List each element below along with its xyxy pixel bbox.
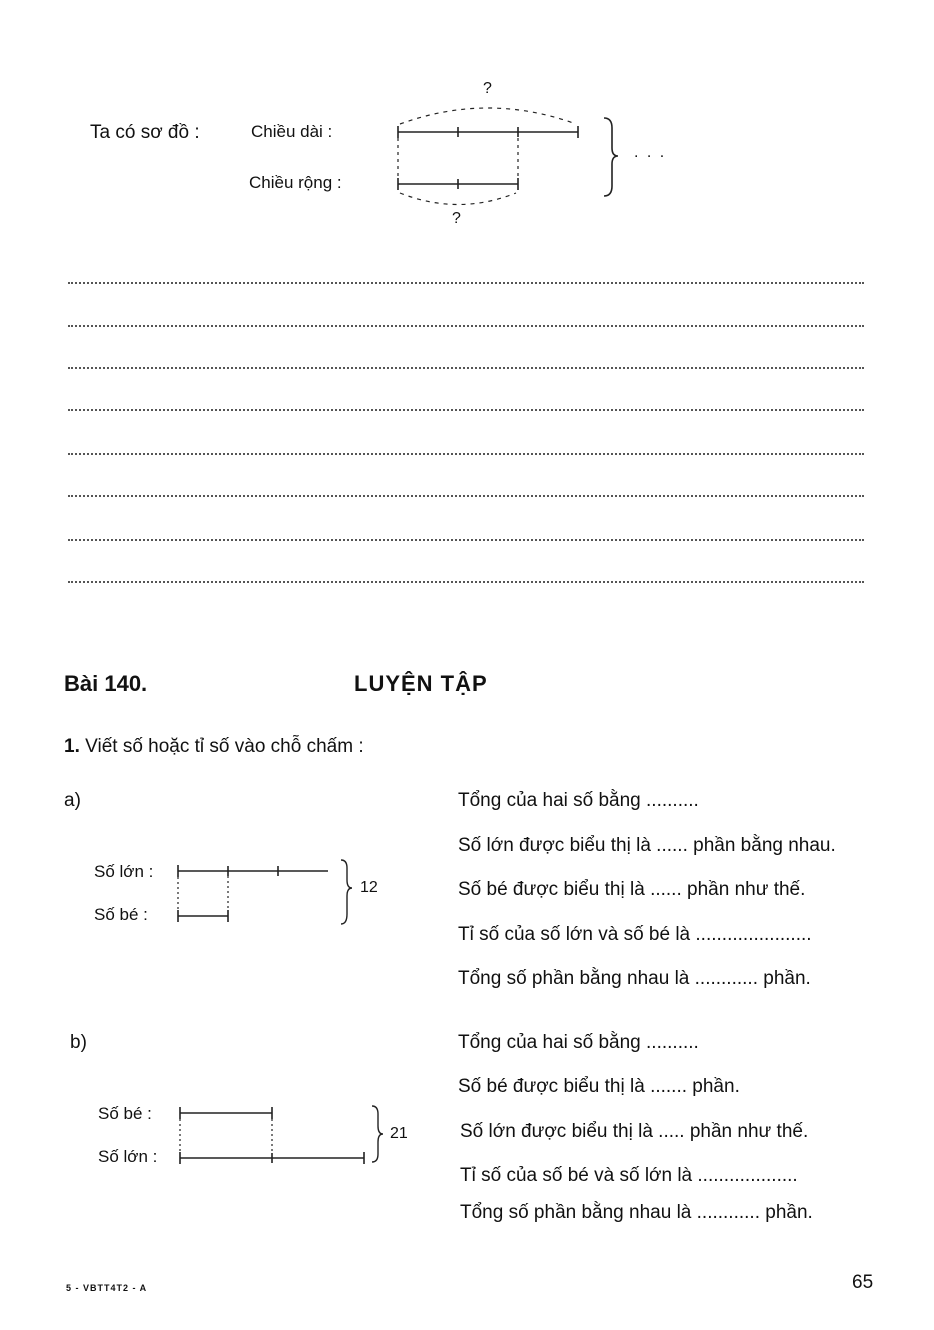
length-dashed-arc [400,108,576,124]
part-a-line-4[interactable]: Tỉ số của số lớn và số bé là ...................... [458,924,812,945]
width-label: Chiều rộng : [249,173,342,192]
part-a-line-2[interactable]: Số lớn được biểu thị là ...... phần bằng nhau. [458,835,836,856]
answer-line[interactable] [68,325,864,327]
answer-line[interactable] [68,539,864,541]
answer-line[interactable] [68,409,864,411]
part-b-big-label: Số lớn : [98,1147,158,1166]
lesson-number: Bài 140. [64,671,148,696]
exercise-text: Viết số hoặc tỉ số vào chỗ chấm : [85,736,364,757]
brace-icon [372,1106,383,1162]
page-number: 65 [852,1272,874,1293]
exercise-number: 1. [64,736,80,757]
exercise-1-instruction [64,736,364,758]
part-b-small-label: Số bé : [98,1104,152,1123]
part-a-line-1[interactable]: Tổng của hai số bằng .......... [458,790,699,811]
part-b-total: 21 [390,1125,408,1142]
part-a-small-label: Số bé : [94,905,148,924]
part-b-line-5[interactable]: Tổng số phần bằng nhau là ............ phần. [460,1202,813,1223]
answer-line[interactable] [68,453,864,455]
answer-line[interactable] [68,581,864,583]
part-b-line-2[interactable]: Số bé được biểu thị là ....... phần. [458,1076,740,1097]
right-brace-icon [604,118,618,196]
answer-line[interactable] [68,367,864,369]
question-mark-bottom: ? [452,210,461,227]
length-label: Chiều dài : [251,122,333,141]
part-a-total: 12 [360,879,378,896]
book-code: 5 - VBTT4T2 - A [66,1283,148,1293]
part-b-line-3[interactable]: Số lớn được biểu thị là ..... phần như thế. [460,1121,809,1142]
total-placeholder: . . . [634,144,667,161]
brace-icon [341,860,352,924]
length-width-diagram [0,0,934,260]
part-b-line-4[interactable]: Tỉ số của số bé và số lớn là ................... [460,1165,798,1186]
part-b-line-1[interactable]: Tổng của hai số bằng .......... [458,1032,699,1053]
answer-line[interactable] [68,282,864,284]
width-dashed-arc [400,193,516,205]
question-mark-top: ? [483,80,492,97]
part-a-big-label: Số lớn : [94,862,154,881]
part-a-label: a) [64,790,81,811]
lesson-title: LUYỆN TẬP [354,671,488,696]
part-b-label: b) [70,1032,87,1053]
part-a-line-5[interactable]: Tổng số phần bằng nhau là ............ phần. [458,968,811,989]
part-a-line-3[interactable]: Số bé được biểu thị là ...... phần như thế. [458,879,806,900]
diagram-intro: Ta có sơ đồ : [90,122,200,143]
answer-line[interactable] [68,495,864,497]
